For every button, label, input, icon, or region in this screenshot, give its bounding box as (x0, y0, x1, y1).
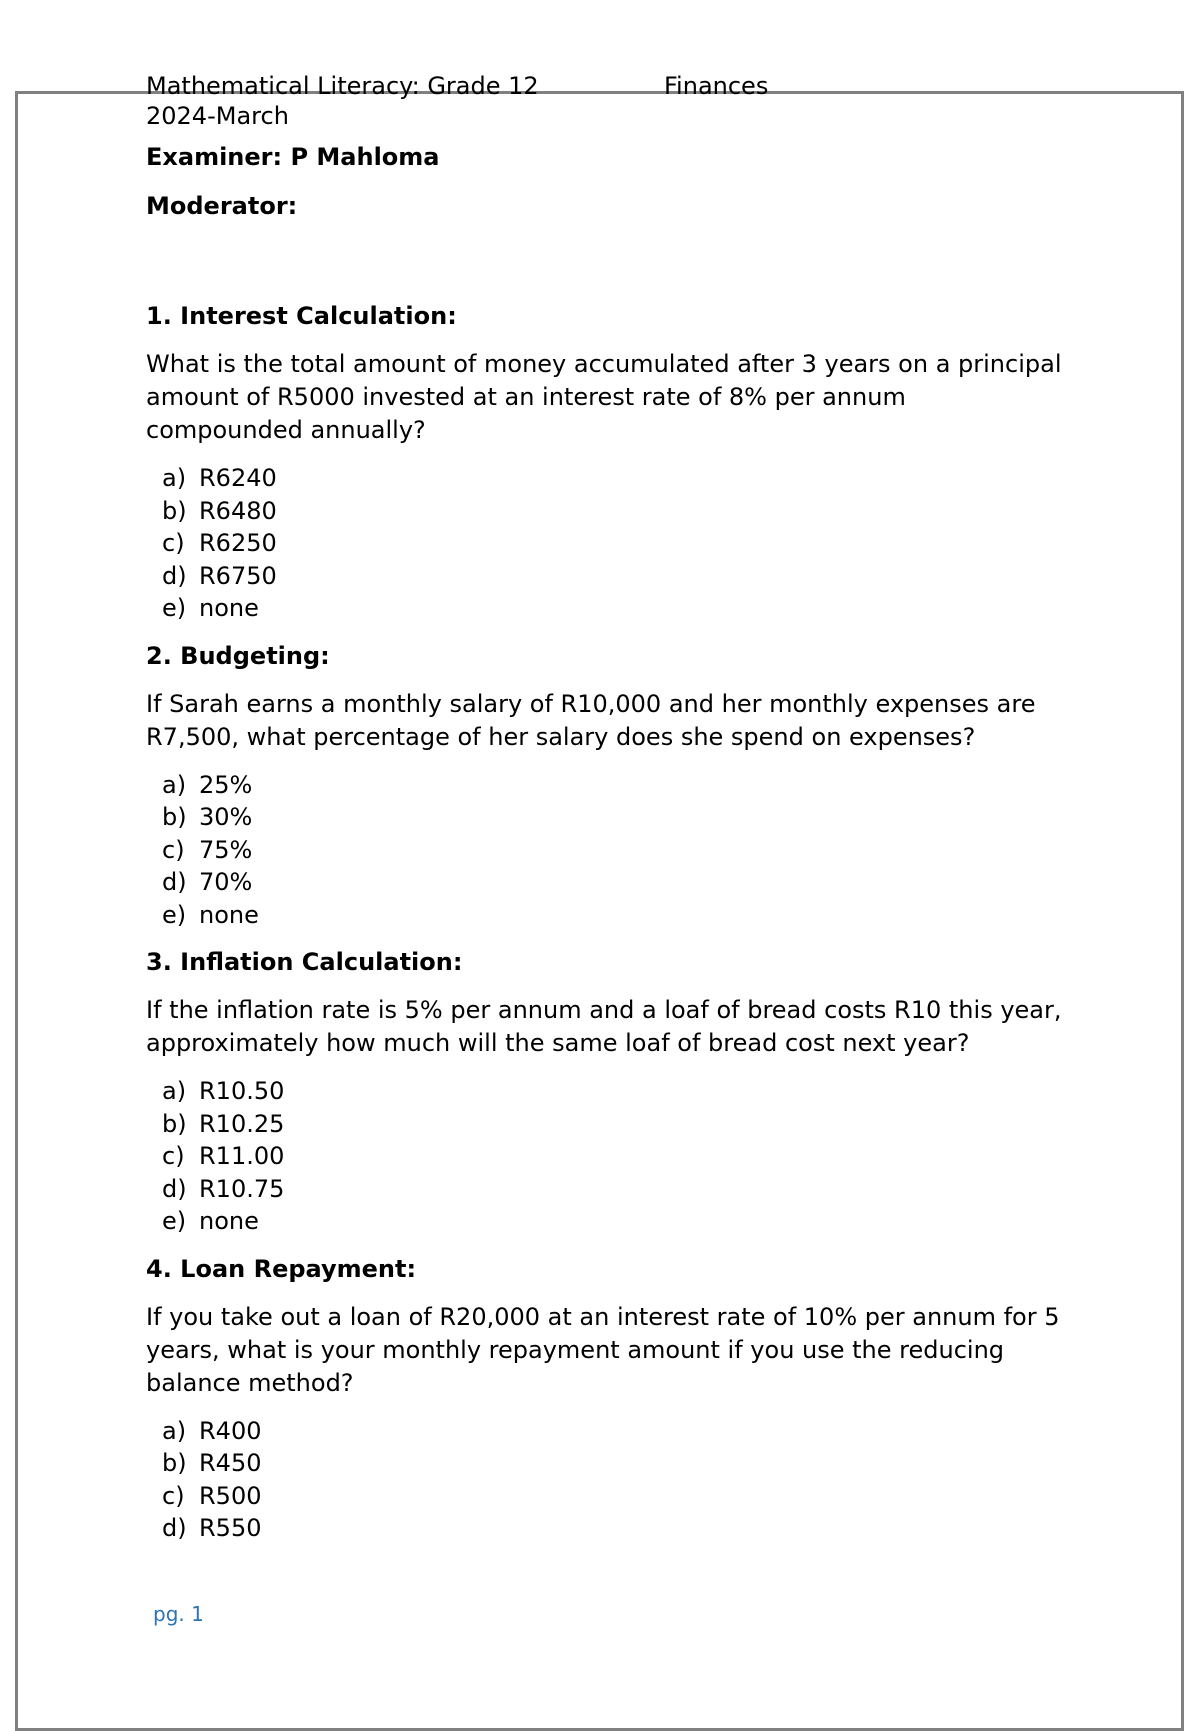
option-letter: a) (162, 770, 187, 799)
option-letter: d) (162, 1174, 187, 1203)
option-value: R450 (199, 1449, 262, 1477)
answer-options (146, 1415, 1066, 1545)
option-letter: b) (162, 496, 187, 525)
option-letter: b) (162, 1449, 187, 1477)
option-value: R6240 (199, 464, 277, 492)
option-value: none (199, 594, 259, 622)
answer-option (146, 527, 1066, 560)
answer-option (146, 1480, 1066, 1513)
option-letter: c) (162, 835, 185, 864)
option-value: R6750 (199, 561, 277, 590)
answer-option (146, 495, 1066, 528)
question-text: If you take out a loan of R20,000 at an interest rate of 10% per annum for 5 years, what is your monthly repayment amount if you use the reducing balance method? (146, 1302, 1060, 1397)
question-heading: 1. Interest Calculation: (146, 302, 457, 330)
answer-option (146, 834, 1066, 867)
answer-option (146, 1415, 1066, 1448)
answer-option (146, 1447, 1066, 1480)
option-letter: e) (162, 594, 187, 622)
question-heading: 3. Inflation Calculation: (146, 948, 463, 976)
answer-option (146, 1140, 1066, 1173)
answer-option (146, 1205, 1066, 1238)
answer-option (146, 866, 1066, 899)
option-value: R11.00 (199, 1142, 285, 1170)
answer-option (146, 1173, 1066, 1206)
answer-option (146, 1512, 1066, 1545)
option-value: 70% (199, 868, 253, 896)
option-letter: a) (162, 464, 187, 492)
moderator-line: Moderator: (146, 192, 298, 220)
option-value: 30% (199, 803, 253, 831)
option-value: R6250 (199, 529, 277, 557)
answer-option (146, 899, 1066, 932)
answer-option (146, 592, 1066, 625)
option-value: R500 (199, 1481, 262, 1510)
option-letter: d) (162, 1514, 187, 1542)
option-value: R6480 (199, 496, 277, 525)
option-value: R10.50 (199, 1077, 285, 1105)
option-letter: e) (162, 900, 187, 929)
header-date: 2024-March (146, 102, 289, 130)
question-block (146, 301, 1066, 625)
header-subject: Mathematical Literacy: Grade 12 (146, 72, 539, 100)
option-letter: a) (162, 1416, 187, 1445)
answer-option (146, 462, 1066, 495)
option-value: none (199, 1207, 259, 1235)
question-block (146, 1254, 1066, 1545)
answer-option (146, 801, 1066, 834)
header-topic: Finances (664, 72, 769, 100)
option-value: R10.75 (199, 1174, 285, 1203)
option-value: R10.25 (199, 1109, 285, 1138)
option-letter: c) (162, 1481, 185, 1510)
answer-option (146, 1108, 1066, 1141)
option-letter: c) (162, 1142, 185, 1170)
answer-option (146, 560, 1066, 593)
question-text: What is the total amount of money accumulated after 3 years on a principal amount of R5000 invested at an interest rate of 8% per annum compounded annually? (146, 350, 1062, 444)
question-block (146, 947, 1066, 1238)
page-number: pg. 1 (153, 1602, 204, 1626)
question-block (146, 641, 1066, 932)
question-text: If the inflation rate is 5% per annum and a loaf of bread costs R10 this year, approximately how much will the same loaf of bread cost next year? (146, 996, 1062, 1057)
answer-option (146, 1075, 1066, 1108)
option-value: 25% (199, 770, 253, 799)
option-letter: d) (162, 561, 187, 590)
option-letter: b) (162, 1109, 187, 1138)
answer-option (146, 769, 1066, 802)
option-letter: d) (162, 868, 187, 896)
question-text: If Sarah earns a monthly salary of R10,000 and her monthly expenses are R7,500, what percentage of her salary does she spend on expenses? (146, 689, 1036, 751)
option-value: R550 (199, 1514, 262, 1542)
question-list (146, 301, 1066, 1545)
option-value: 75% (199, 835, 253, 864)
question-heading: 2. Budgeting: (146, 641, 330, 670)
option-letter: a) (162, 1077, 187, 1105)
answer-options (146, 769, 1066, 932)
document-body (146, 142, 1066, 1561)
examiner-line: Examiner: P Mahloma (146, 143, 440, 171)
option-letter: c) (162, 529, 185, 557)
answer-options (146, 462, 1066, 625)
answer-options (146, 1075, 1066, 1238)
option-value: none (199, 900, 259, 929)
question-heading: 4. Loan Repayment: (146, 1254, 417, 1283)
option-value: R400 (199, 1416, 262, 1445)
spacer (146, 240, 1066, 301)
option-letter: b) (162, 803, 187, 831)
option-letter: e) (162, 1207, 187, 1235)
